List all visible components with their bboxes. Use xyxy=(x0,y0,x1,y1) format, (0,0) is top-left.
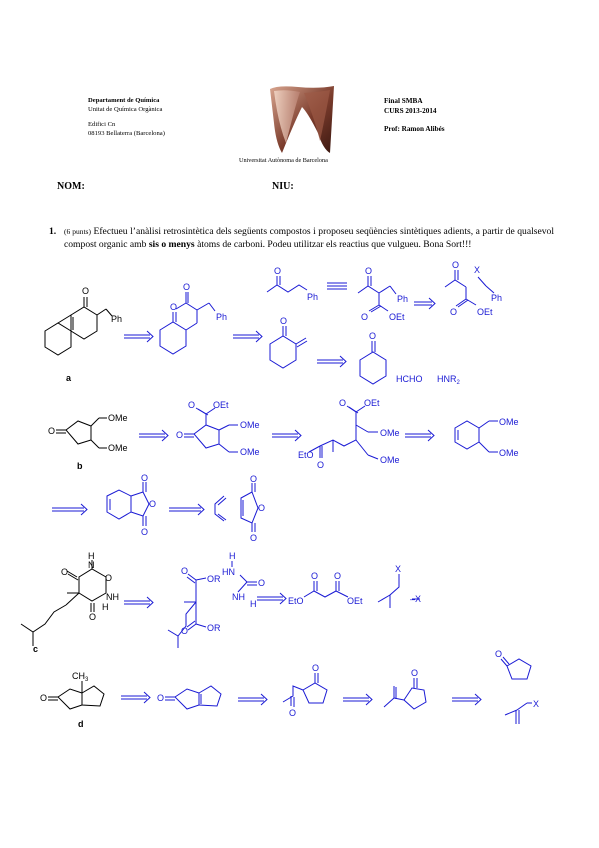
atom-o: O xyxy=(411,668,419,678)
ph-label: Ph xyxy=(397,294,409,304)
compound-maleic-anhydride xyxy=(241,483,258,532)
question-points: (6 punts) xyxy=(64,227,91,236)
methyl-label: $CH_3$ xyxy=(72,671,89,683)
nh-label: NH xyxy=(106,592,119,602)
oet-label: OEt xyxy=(347,596,363,606)
atom-o: O xyxy=(450,307,458,317)
ome-label: OMe xyxy=(380,428,400,438)
atom-o: O xyxy=(89,612,97,622)
niu-label: NIU: xyxy=(272,181,294,192)
equivalence-sign xyxy=(327,283,347,289)
retro-arrow xyxy=(124,597,153,608)
ome-label: OMe xyxy=(240,447,260,457)
compound-d-alkene-ketone xyxy=(384,678,426,709)
university-name: Universitat Autònoma de Barcelona xyxy=(239,157,328,164)
hcho-label: HCHO xyxy=(396,374,423,384)
atom-o: O xyxy=(495,649,503,659)
atom-o: O xyxy=(48,426,56,436)
atom-o: O xyxy=(176,430,184,440)
compound-cyclohexanone xyxy=(360,341,386,384)
atom-o: O xyxy=(274,266,282,276)
ome-label: OMe xyxy=(108,413,128,423)
question-1 xyxy=(49,226,554,251)
building: Edifici Cn xyxy=(88,121,116,128)
university-logo xyxy=(268,83,336,155)
or-label: OR xyxy=(207,574,221,584)
label-d: d xyxy=(78,719,84,729)
compound-a-enone xyxy=(270,326,307,368)
compound-a-fragment-ketone xyxy=(267,276,307,292)
leaving-group-x: X xyxy=(474,265,481,275)
atom-h: H xyxy=(250,599,257,609)
retro-arrow xyxy=(405,430,434,441)
question-number: 1. xyxy=(49,226,57,237)
compound-a-acetoacetate xyxy=(445,270,494,307)
retro-arrow xyxy=(238,694,267,705)
nh-label: NH xyxy=(232,592,245,602)
compound-a-ketoester xyxy=(358,276,396,312)
oet-label: OEt xyxy=(389,312,405,322)
atom-o: O xyxy=(183,282,191,292)
address: 08193 Bellaterra (Barcelona) xyxy=(88,130,165,137)
atom-o: O xyxy=(82,286,90,296)
question-text-bold: sis o menys xyxy=(148,238,195,250)
atom-o: O xyxy=(289,708,297,718)
eto-label: EtO xyxy=(298,450,314,460)
atom-h: H xyxy=(229,551,236,561)
atom-o: O xyxy=(258,578,266,588)
atom-h: H xyxy=(88,551,95,561)
compound-a-target xyxy=(45,297,112,355)
retro-arrow xyxy=(257,593,286,604)
retro-arrow xyxy=(414,298,435,309)
atom-o: O xyxy=(181,626,189,636)
atom-o: O xyxy=(188,400,196,410)
retro-arrow xyxy=(343,694,372,705)
atom-o: O xyxy=(141,473,149,483)
ome-label: OMe xyxy=(240,420,260,430)
retro-arrow xyxy=(317,356,346,367)
compound-d-enone xyxy=(165,686,221,709)
unit-name: Unitat de Química Orgànica xyxy=(88,106,163,113)
atom-o: O xyxy=(250,533,258,543)
hn-label: HN xyxy=(222,567,235,577)
atom-o: O xyxy=(365,266,373,276)
course: CURS 2013-2014 xyxy=(384,106,437,115)
hnr-label: $HNR_2$ xyxy=(437,374,460,386)
atom-o: O xyxy=(317,460,325,470)
retro-arrow xyxy=(452,694,481,705)
ph-label: Ph xyxy=(491,293,503,303)
atom-o: O xyxy=(258,503,266,513)
atom-o: O xyxy=(280,316,288,326)
compound-d-target xyxy=(48,681,104,709)
label-b: b xyxy=(77,461,83,471)
compound-c-malonate xyxy=(168,574,206,648)
label-c: c xyxy=(33,644,39,654)
methyl-halide-x: –X xyxy=(410,594,422,604)
atom-o: O xyxy=(312,663,320,673)
or-label: OR xyxy=(207,623,221,633)
exam-title: Final SMBA xyxy=(384,97,423,105)
atom-h: H xyxy=(102,602,109,612)
atom-o: O xyxy=(61,567,69,577)
compound-b-cyclohexene xyxy=(455,421,498,452)
retro-arrow xyxy=(139,430,168,441)
atom-o: O xyxy=(250,474,258,484)
compound-anhydride xyxy=(107,482,149,526)
atom-n: N xyxy=(88,560,95,570)
leaving-group-x: X xyxy=(533,699,540,709)
ome-label: OMe xyxy=(499,417,519,427)
compound-b-target xyxy=(56,418,107,448)
department-name: Departament de Química xyxy=(88,97,160,104)
compound-cyclopentanone xyxy=(501,657,531,679)
atom-o: O xyxy=(334,571,342,581)
compound-b-intermediate-1 xyxy=(184,408,238,452)
ome-label: OMe xyxy=(499,448,519,458)
atom-o: O xyxy=(369,331,377,341)
retro-arrow xyxy=(121,692,150,703)
eto-label: EtO xyxy=(288,596,304,606)
atom-o: O xyxy=(339,398,347,408)
atom-o: O xyxy=(105,573,113,583)
retro-arrow xyxy=(233,331,262,342)
compound-methallyl-halide xyxy=(505,703,532,724)
atom-o: O xyxy=(141,527,149,537)
retro-arrow xyxy=(272,430,301,441)
leaving-group-x: X xyxy=(395,564,402,574)
question-text xyxy=(64,226,554,251)
question-text-a: Efectueu l’anàlisi retrosintètica dels següents compostos i proposeu seqüències sintètiques adients, a partir de qualsevol compost organic amb xyxy=(64,226,555,250)
exam-block xyxy=(384,97,445,135)
oet-label: OEt xyxy=(477,307,493,317)
atom-o: O xyxy=(181,566,189,576)
compound-butadiene xyxy=(215,496,226,521)
atom-o: O xyxy=(157,693,165,703)
question-text-b: àtoms de carboni. Podeu utilitzar els reactius que vulgueu. Bona Sort!!! xyxy=(194,238,472,250)
atom-o: O xyxy=(40,693,48,703)
atom-o: O xyxy=(452,260,460,270)
retrosynthesis-scheme xyxy=(0,255,599,848)
retro-arrow xyxy=(52,504,87,515)
label-a: a xyxy=(66,373,72,383)
compound-b-diester xyxy=(309,406,378,459)
ph-label: Ph xyxy=(307,292,319,302)
ph-label: Ph xyxy=(111,314,123,324)
ph-label: Ph xyxy=(216,312,228,322)
ome-label: OMe xyxy=(380,455,400,465)
atom-o: O xyxy=(149,499,157,509)
atom-o: O xyxy=(311,571,319,581)
department-block xyxy=(88,96,165,138)
nom-label: NOM: xyxy=(57,181,85,192)
compound-diethyl-malonate xyxy=(304,581,348,597)
compound-a-intermediate-1 xyxy=(160,292,215,354)
compound-urea xyxy=(232,561,257,592)
retro-arrow xyxy=(124,331,153,342)
oet-label: OEt xyxy=(213,400,229,410)
compound-d-diketone xyxy=(283,673,327,707)
oet-label: OEt xyxy=(364,398,380,408)
atom-o: O xyxy=(170,302,178,312)
professor: Prof: Ramon Alibés xyxy=(384,125,445,133)
retro-arrow xyxy=(169,504,204,515)
ome-label: OMe xyxy=(108,443,128,453)
atom-o: O xyxy=(361,312,369,322)
